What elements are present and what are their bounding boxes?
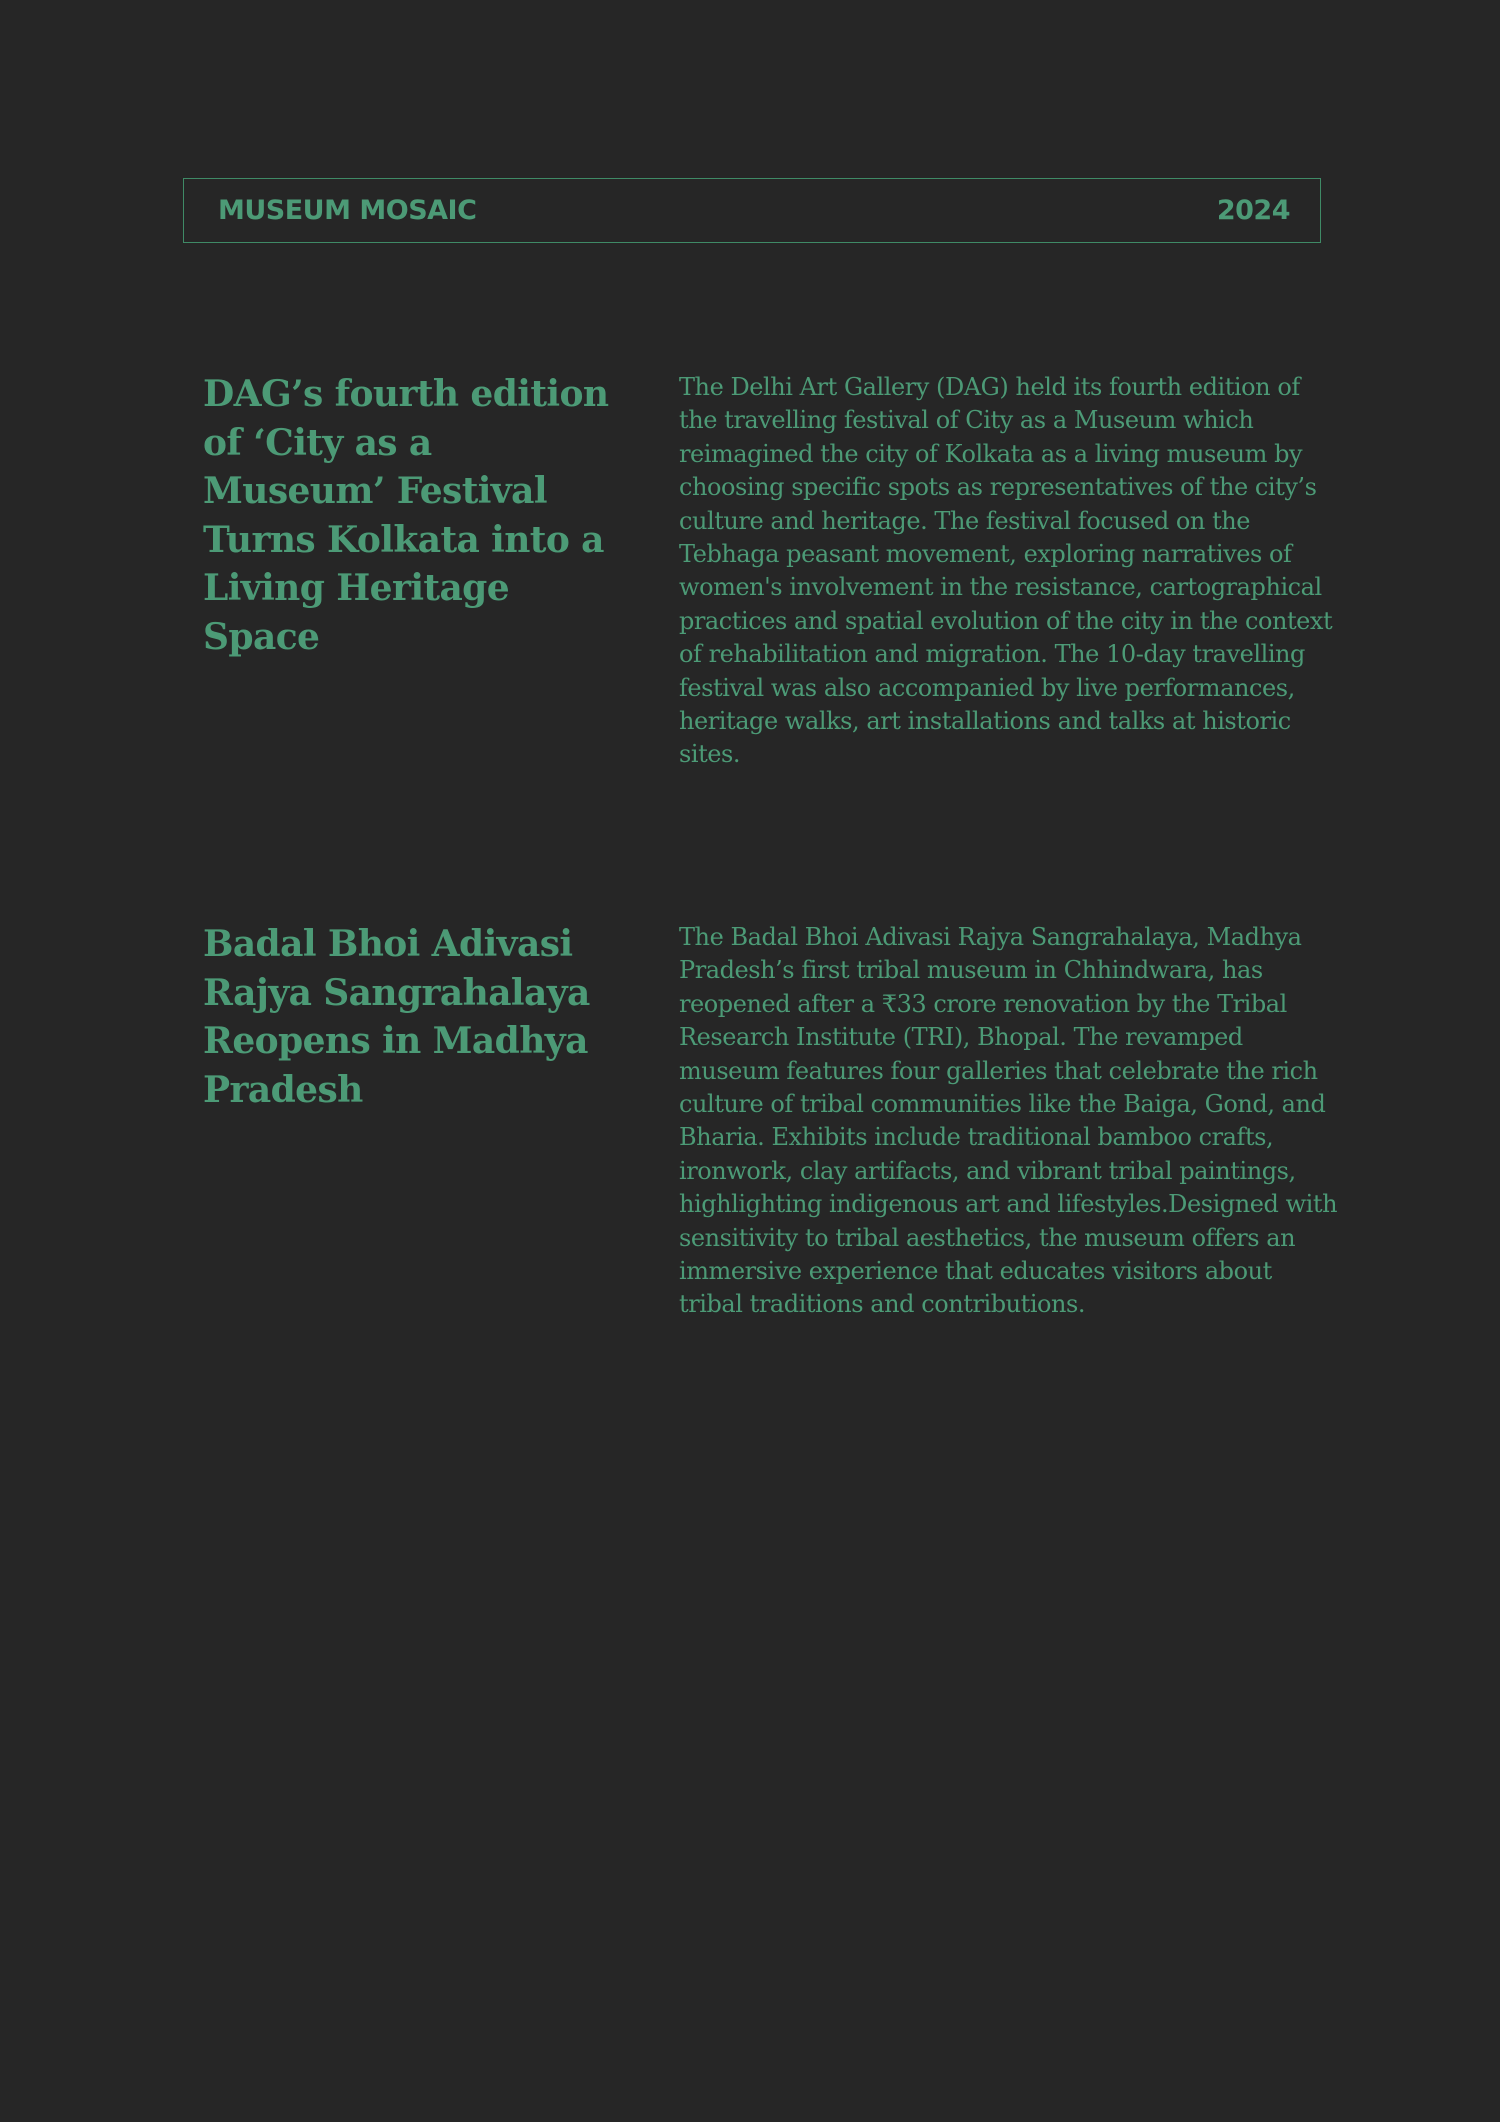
- article-body: The Badal Bhoi Adivasi Rajya Sangrahalaya, Madhya Pradesh’s first tribal museum in Chhindwara, has reopened after a ₹33 crore renovation by the Tribal Research Institute (TRI), Bhopal. The revamped museum features four galleries that celebrate the rich culture of tribal communities like the Baiga, Gond, and Bharia. Exhibits include traditional bamboo crafts, ironwork, clay artifacts, and vibrant tribal paintings, highlighting indigenous art and lifestyles.Designed with sensitivity to tribal aesthetics, the museum offers an immersive experience that educates visitors about tribal traditions and contributions.: [679, 923, 1338, 1319]
- article-title: DAG’s fourth edition of ‘City as a Museum’ Festival Turns Kolkata into a Living Heritage Space: [203, 373, 609, 658]
- masthead-year: 2024: [1216, 195, 1290, 226]
- masthead-title: MUSEUM MOSAIC: [218, 195, 477, 226]
- article-title: Badal Bhoi Adivasi Rajya Sangrahalaya Reopens in Madhya Pradesh: [203, 923, 590, 1111]
- article-body: The Delhi Art Gallery (DAG) held its fourth edition of the travelling festival of City as a Museum which reimagined the city of Kolkata as a living museum by choosing specific spots as representatives of the city’s culture and heritage. The festival focused on the Tebhaga peasant movement, exploring narratives of women's involvement in the resistance, cartographical practices and spatial evolution of the city in the context of rehabilitation and migration. The 10-day travelling festival was also accompanied by live performances, heritage walks, art installations and talks at historic sites.: [679, 373, 1333, 769]
- masthead: [183, 178, 1321, 243]
